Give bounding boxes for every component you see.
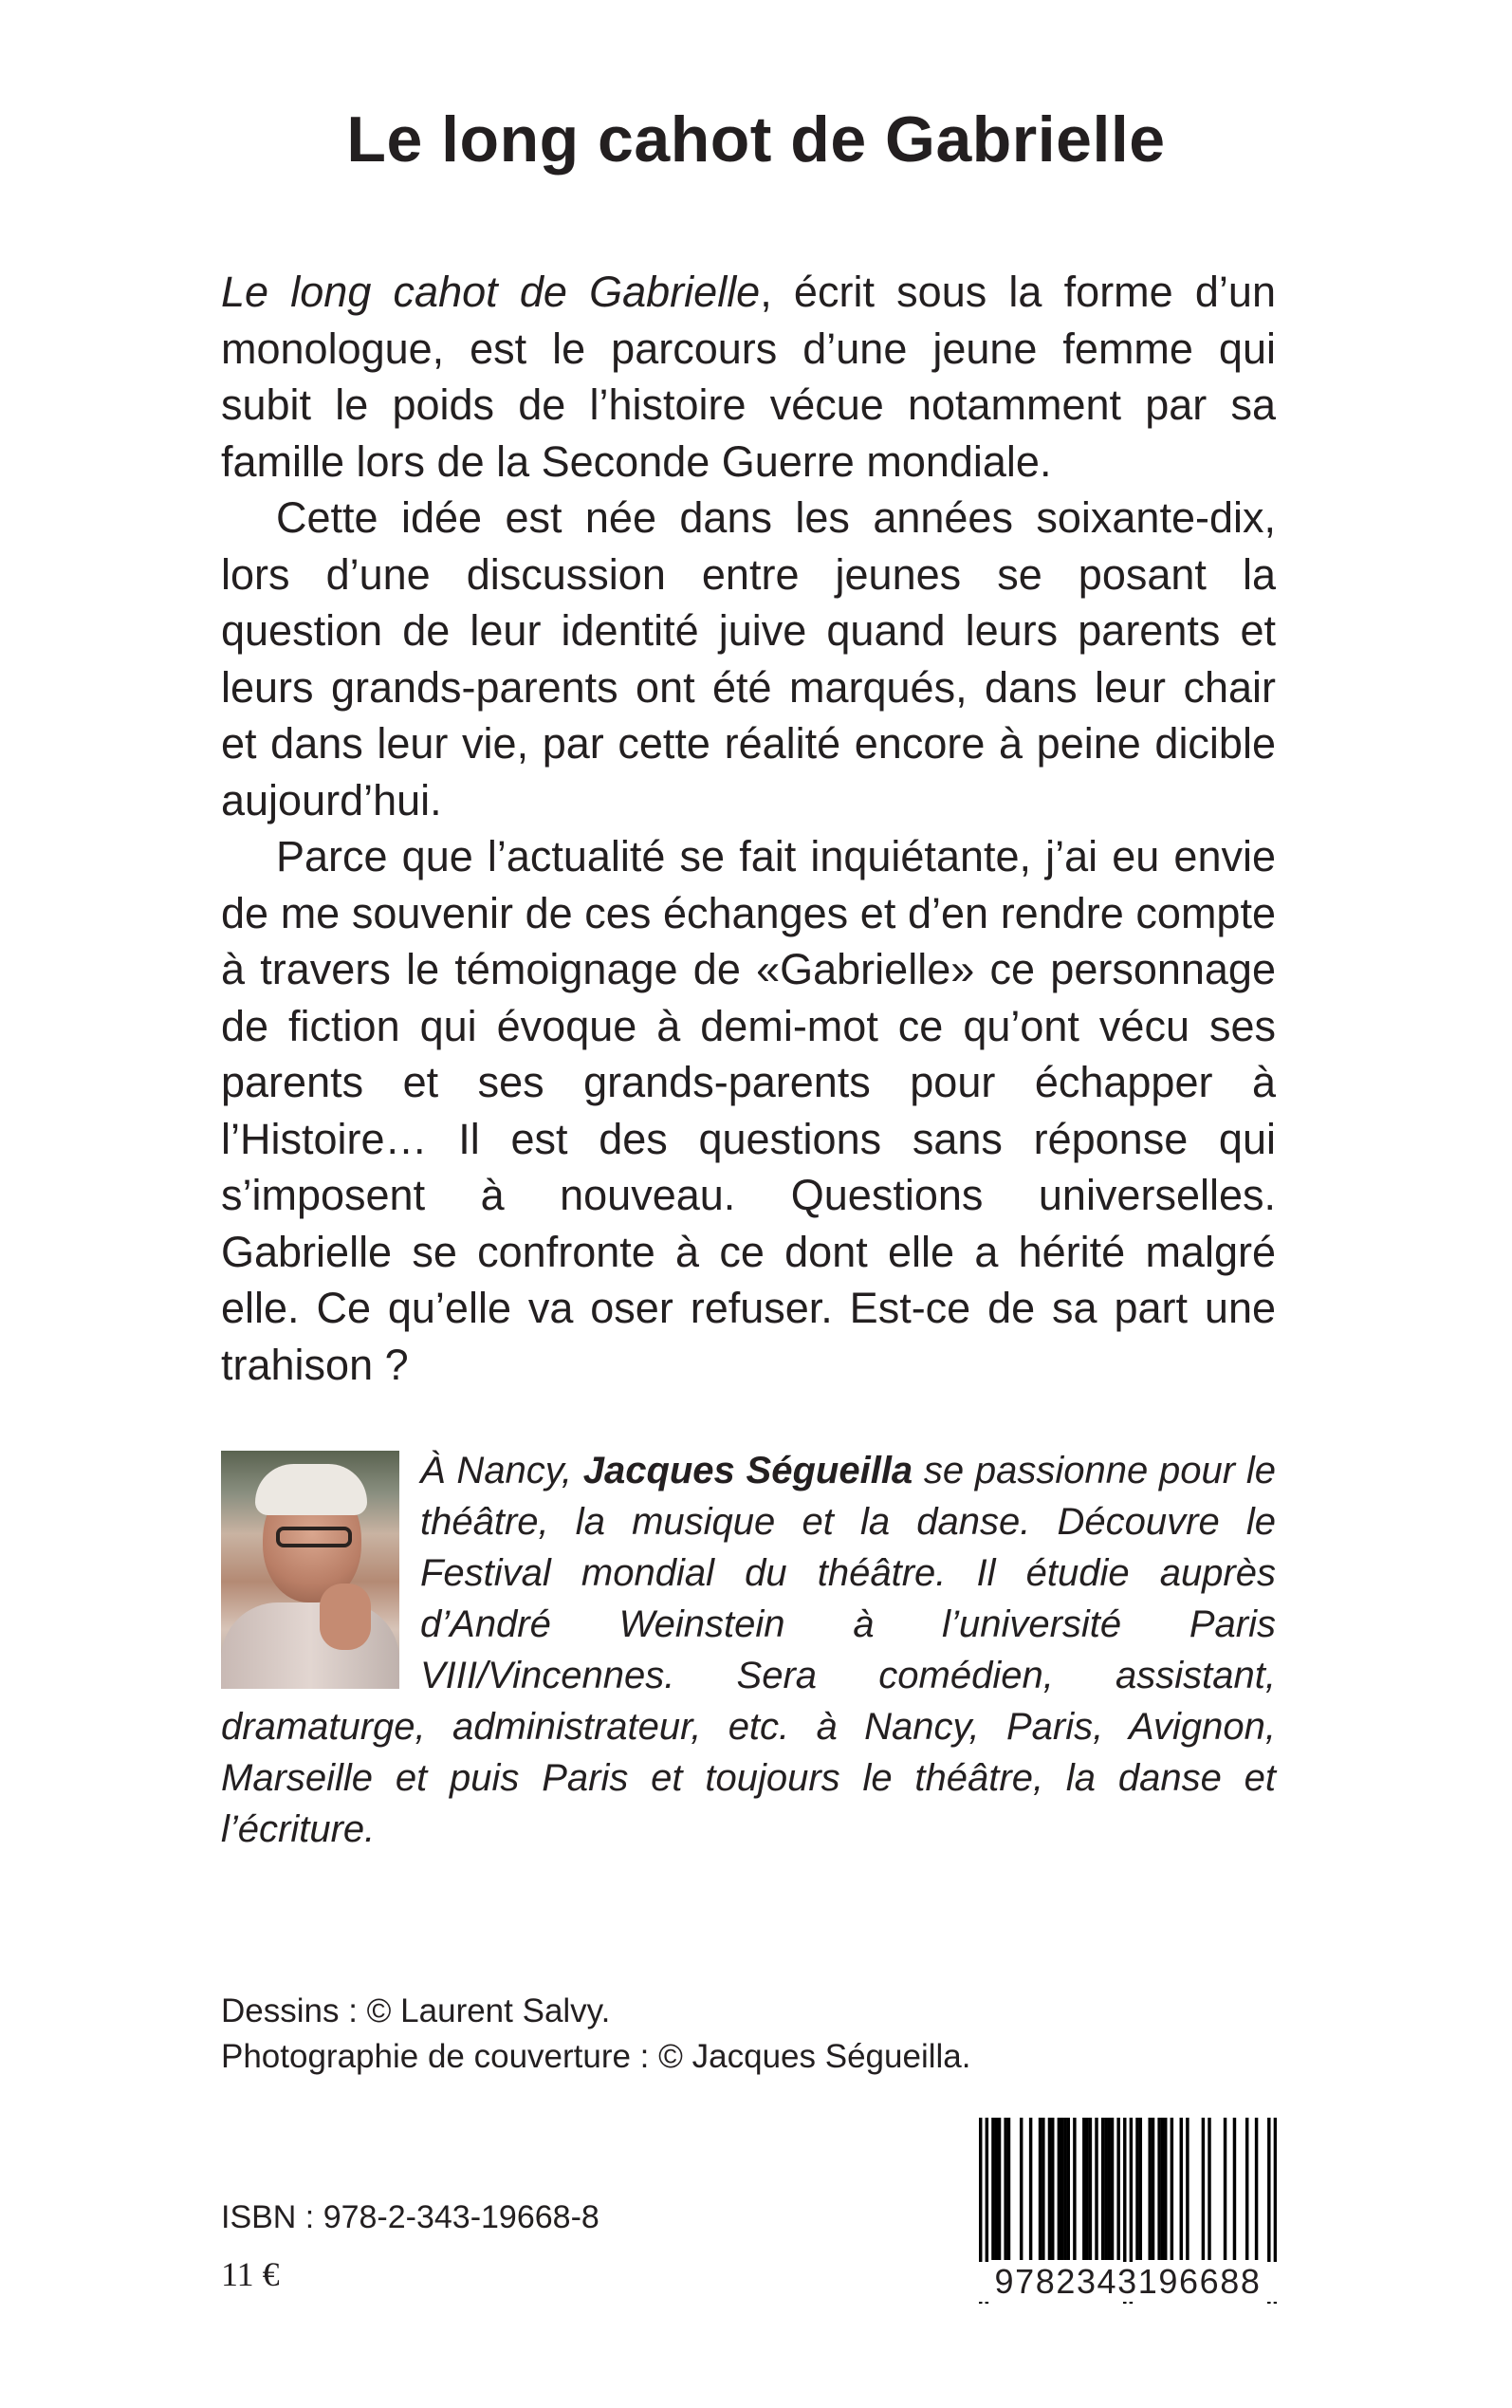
author-photo bbox=[221, 1451, 399, 1689]
barcode-bar bbox=[1157, 2118, 1160, 2260]
drawings-credit: Dessins : © Laurent Salvy. bbox=[221, 1992, 611, 2029]
barcode-bar bbox=[1058, 2118, 1060, 2260]
barcode-bar bbox=[1180, 2118, 1183, 2260]
barcode-bar bbox=[1245, 2118, 1248, 2260]
blurb-p1-text: , écrit sous la forme d’un monologue, est le parcours d’une jeune femme qui subit le poids de l’histoire vécue notamment par sa famille lors de la Seconde Guerre mondiale. bbox=[221, 268, 1276, 486]
barcode-bar bbox=[995, 2118, 998, 2260]
barcode-bar bbox=[1039, 2118, 1042, 2260]
book-title: Le long cahot de Gabrielle bbox=[346, 103, 1166, 176]
price: 11 € bbox=[221, 2255, 280, 2293]
cover-photo-credit: Photographie de couverture : © Jacques Ségueilla. bbox=[221, 2038, 971, 2075]
barcode-bar bbox=[1067, 2118, 1070, 2260]
blurb-paragraph-3: Parce que l’actualité se fait inquiétante, j’ai eu envie de me souvenir de ces échanges et d’en rendre compte à travers le témoignage de «Gabrielle» ce personnage de fiction qui évoque à demi-mot ce qu’ont vécu ses parents et ses grands-parents pour échapper à l’Histoire… Il est des questions sans réponse qui s’imposent à nouveau. Questions universelles. Gabrielle se confronte à ce dont elle a hérité malgré elle. Ce qu’elle va oser refuser. Est-ce de sa part une trahison ? bbox=[221, 832, 1276, 1389]
barcode-bar bbox=[1108, 2118, 1111, 2260]
barcode-bar bbox=[1073, 2118, 1076, 2260]
barcode-bar bbox=[1161, 2118, 1164, 2260]
author-name: Jacques Ségueilla bbox=[582, 1450, 913, 1491]
barcode-number: 9782343196688 bbox=[977, 2262, 1279, 2302]
barcode-bar bbox=[1104, 2118, 1107, 2260]
barcode-bar bbox=[1048, 2118, 1051, 2260]
barcode-bar bbox=[1202, 2118, 1205, 2260]
barcode-bar bbox=[991, 2118, 994, 2260]
barcode-bar bbox=[1020, 2118, 1023, 2260]
barcode-bar bbox=[1004, 2118, 1006, 2260]
barcode-bar bbox=[1051, 2118, 1054, 2260]
barcode-bar bbox=[1085, 2118, 1088, 2260]
blurb-paragraph-2: Cette idée est née dans les années soixante-dix, lors d’une discussion entre jeunes se posant la question de leur identité juive quand leurs parents et leurs grands-parents ont été marqués, dans leur chair et dans leur vie, par cette réalité encore à peine dicible aujourd’hui. bbox=[221, 493, 1276, 824]
barcode-bar bbox=[1111, 2118, 1114, 2260]
barcode-bar bbox=[1148, 2118, 1151, 2260]
isbn: ISBN : 978-2-343-19668-8 bbox=[221, 2199, 599, 2235]
barcode-bar bbox=[1007, 2118, 1010, 2260]
barcode-bar bbox=[998, 2118, 1001, 2260]
credits bbox=[221, 1989, 970, 2080]
bio-intro: À Nancy, bbox=[420, 1450, 583, 1491]
barcode-bar bbox=[1135, 2118, 1138, 2260]
bio-text: se passionne pour le théâtre, la musique et la danse. Découvre le Festival mondial du théâtre. Il étudie auprès d’André Weinstein à l’université Paris VIII/Vincennes. Sera comédien, assistant, dramaturge, administrateur, etc. à Nancy, Paris, Avignon, Marseille et puis Paris et toujours le théâtre, la danse et l’écriture. bbox=[221, 1450, 1276, 1850]
barcode-bar bbox=[1255, 2118, 1258, 2260]
barcode-bar bbox=[1164, 2118, 1167, 2260]
barcode-bar bbox=[1042, 2118, 1044, 2260]
barcode-bar bbox=[1233, 2118, 1236, 2260]
barcode-bar bbox=[1063, 2118, 1066, 2260]
barcode-bar bbox=[1152, 2118, 1154, 2260]
barcode-bar bbox=[1208, 2118, 1210, 2260]
barcode-bar bbox=[1082, 2118, 1085, 2260]
blurb-title-italic: Le long cahot de Gabrielle bbox=[221, 268, 761, 316]
author-bio bbox=[221, 1445, 1276, 1855]
barcode-bar bbox=[1139, 2118, 1142, 2260]
barcode-bar bbox=[1171, 2118, 1173, 2260]
barcode-bar bbox=[1029, 2118, 1032, 2260]
barcode-bar bbox=[1224, 2118, 1226, 2260]
barcode-bar bbox=[1186, 2118, 1189, 2260]
barcode-bar bbox=[1095, 2118, 1097, 2260]
barcode-bar bbox=[1089, 2118, 1092, 2260]
barcode-bar bbox=[1116, 2118, 1119, 2260]
barcode-bar bbox=[1101, 2118, 1104, 2260]
back-cover-blurb bbox=[221, 264, 1276, 1393]
barcode-bar bbox=[1060, 2118, 1063, 2260]
blurb-paragraph-1 bbox=[221, 264, 1276, 490]
